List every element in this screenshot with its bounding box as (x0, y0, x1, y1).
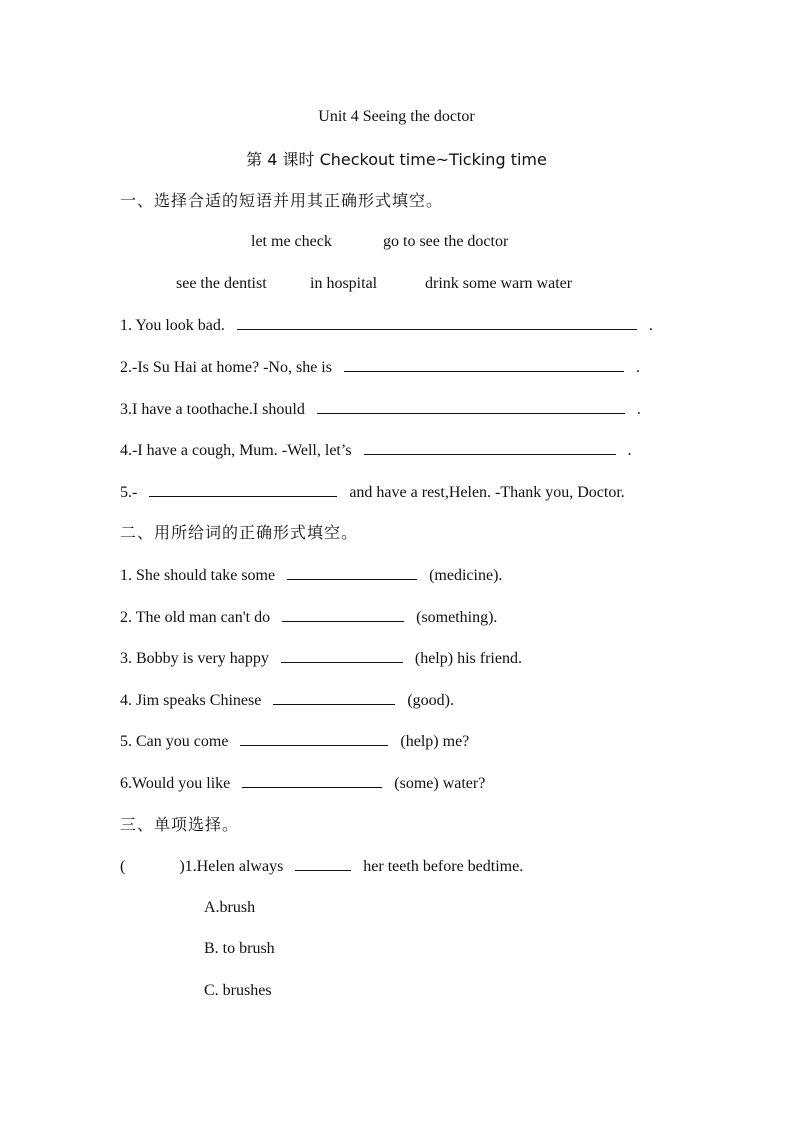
s3-question-1 (120, 856, 523, 877)
question-text: 5.- (120, 484, 138, 501)
answer-blank[interactable] (344, 357, 624, 372)
question-hint: (some) water? (394, 775, 486, 792)
question-hint: (medicine). (429, 567, 503, 584)
option-a[interactable]: A.brush (204, 899, 256, 916)
question-punct: . (635, 359, 640, 376)
question-hint: (good). (407, 692, 454, 709)
answer-blank[interactable] (317, 399, 625, 414)
question-text: 4. Jim speaks Chinese (120, 692, 262, 709)
phrase-in-hospital: in hospital (310, 275, 378, 292)
question-hint: (help) me? (400, 733, 470, 750)
question-text: 4.-I have a cough, Mum. -Well, let’s (120, 442, 352, 459)
page-title: Unit 4 Seeing the doctor (318, 108, 475, 125)
answer-blank[interactable] (287, 565, 417, 580)
s2-question-5 (120, 731, 469, 752)
answer-blank[interactable] (237, 315, 637, 330)
s1-question-2 (120, 357, 640, 378)
phrase-drink-some-warn-water: drink some warn water (425, 275, 573, 292)
answer-blank[interactable] (364, 440, 616, 455)
phrase-go-to-see-the-doctor: go to see the doctor (383, 233, 509, 250)
section1-heading: 一、选择合适的短语并用其正确形式填空。 (120, 191, 444, 210)
question-punct: . (648, 317, 653, 334)
section2-heading: 二、用所给词的正确形式填空。 (120, 523, 359, 542)
option-c[interactable]: C. brushes (204, 982, 272, 999)
question-text: )1.Helen always (179, 858, 284, 875)
answer-blank[interactable] (282, 607, 404, 622)
question-punct: . (627, 442, 632, 459)
s2-question-3 (120, 648, 522, 669)
s1-question-1 (120, 315, 653, 336)
question-text: 3. Bobby is very happy (120, 650, 269, 667)
question-text: 3.I have a toothache.I should (120, 401, 305, 418)
page-subtitle: 第 4 课时 Checkout time~Ticking time (246, 150, 547, 169)
question-hint: (help) his friend. (414, 650, 522, 667)
question-text: 1. You look bad. (120, 317, 225, 334)
s2-question-6 (120, 773, 485, 794)
answer-paren-open: ( (120, 858, 126, 875)
s1-question-4 (120, 440, 632, 461)
question-text: 6.Would you like (120, 775, 231, 792)
option-b[interactable]: B. to brush (204, 940, 275, 957)
s1-question-3 (120, 399, 641, 420)
answer-blank[interactable] (242, 773, 382, 788)
section3-heading: 三、单项选择。 (120, 815, 240, 834)
s1-question-5 (120, 482, 625, 503)
answer-blank[interactable] (240, 731, 388, 746)
answer-blank[interactable] (149, 482, 337, 497)
phrase-let-me-check: let me check (251, 233, 332, 250)
s2-question-4 (120, 690, 454, 711)
answer-blank[interactable] (281, 648, 403, 663)
question-text: 2.-Is Su Hai at home? -No, she is (120, 359, 332, 376)
question-text-after: and have a rest,Helen. -Thank you, Doctor. (349, 484, 625, 501)
s2-question-1 (120, 565, 502, 586)
question-text: 1. She should take some (120, 567, 276, 584)
question-text: 2. The old man can't do (120, 609, 271, 626)
question-text: 5. Can you come (120, 733, 229, 750)
s2-question-2 (120, 607, 497, 628)
phrase-see-the-dentist: see the dentist (176, 275, 267, 292)
answer-blank[interactable] (295, 856, 351, 871)
answer-blank[interactable] (273, 690, 395, 705)
question-punct: . (636, 401, 641, 418)
question-text-after: her teeth before bedtime. (363, 858, 524, 875)
question-hint: (something). (416, 609, 498, 626)
